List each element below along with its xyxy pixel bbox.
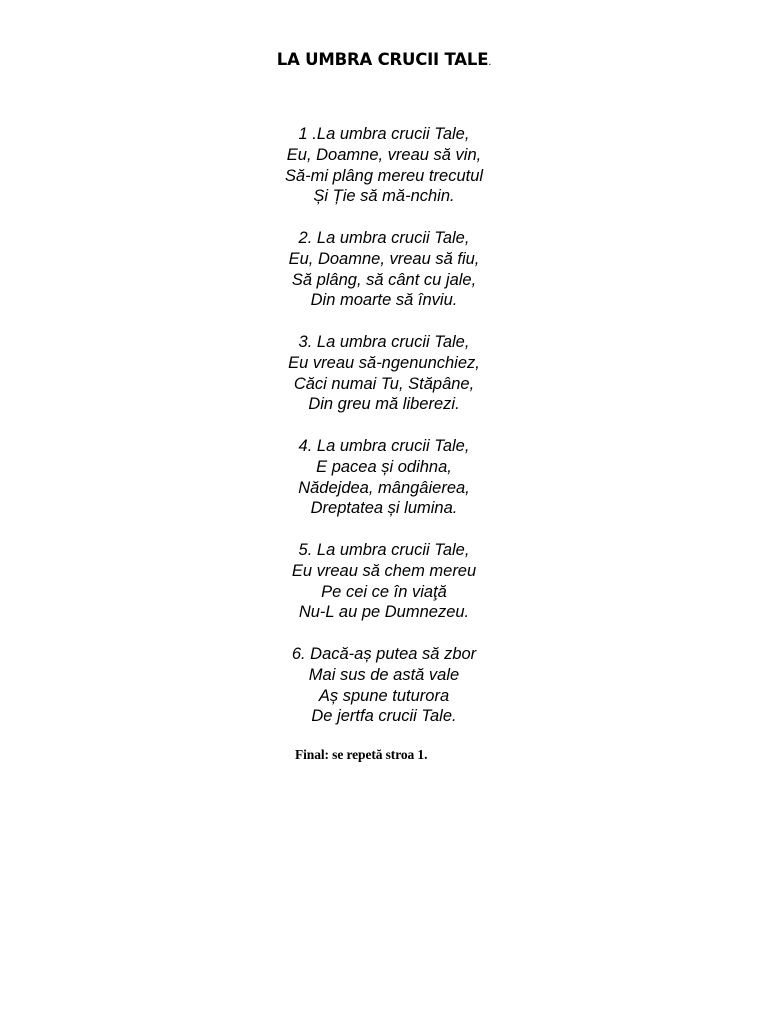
stanza-3 [0, 332, 768, 415]
stanza-line: Dreptatea și lumina. [310, 499, 458, 518]
stanza-line: Și Ție să mă-nchin. [313, 187, 455, 206]
final-note: Final: se repetă stroa 1. [295, 747, 428, 762]
stanza-line: De jertfa crucii Tale. [311, 707, 457, 726]
stanza-1 [0, 124, 768, 207]
stanza-line: Aș spune tuturora [318, 686, 450, 705]
stanza-line: Eu, Doamne, vreau să fiu, [288, 249, 480, 268]
stanza-line: Căci numai Tu, Stăpâne, [293, 374, 475, 393]
stanza-line: Din greu mă liberezi. [308, 395, 460, 414]
stanza-line: Mai sus de astă vale [308, 665, 460, 684]
stanza-line: Să-mi plâng mereu trecutul [284, 166, 484, 185]
stanza-line: 5. La umbra crucii Tale, [298, 540, 470, 559]
stanza-line: 3. La umbra crucii Tale, [298, 332, 470, 351]
stanza-line: Din moarte să înviu. [310, 291, 458, 310]
stanza-line: Eu vreau să chem mereu [291, 561, 477, 580]
stanza-line: Să plâng, să cânt cu jale, [291, 270, 477, 289]
stanza-line: 1 .La umbra crucii Tale, [298, 125, 470, 143]
stanza-line: Nu-L au pe Dumnezeu. [298, 603, 470, 622]
stanza-2 [0, 228, 768, 311]
stanza-4 [0, 436, 768, 519]
stanza-line: Eu vreau să-ngenunchiez, [288, 353, 480, 372]
hymn-body [0, 124, 768, 748]
title-period: . [488, 57, 492, 68]
stanza-5 [0, 540, 768, 623]
document-title [0, 49, 768, 74]
title-text: LA UMBRA CRUCII TALE [276, 50, 489, 69]
stanza-line: 4. La umbra crucii Tale, [298, 436, 470, 455]
stanza-line: 2. La umbra crucii Tale, [298, 228, 470, 247]
stanza-line: Nădejdea, mângâierea, [298, 478, 470, 497]
stanza-line: 6. Dacă-aș putea să zbor [291, 644, 477, 663]
stanza-line: Pe cei ce în viaţă [321, 582, 447, 601]
stanza-6 [0, 644, 768, 727]
stanza-line: Eu, Doamne, vreau să vin, [286, 145, 482, 164]
stanza-line: E pacea și odihna, [316, 457, 452, 476]
